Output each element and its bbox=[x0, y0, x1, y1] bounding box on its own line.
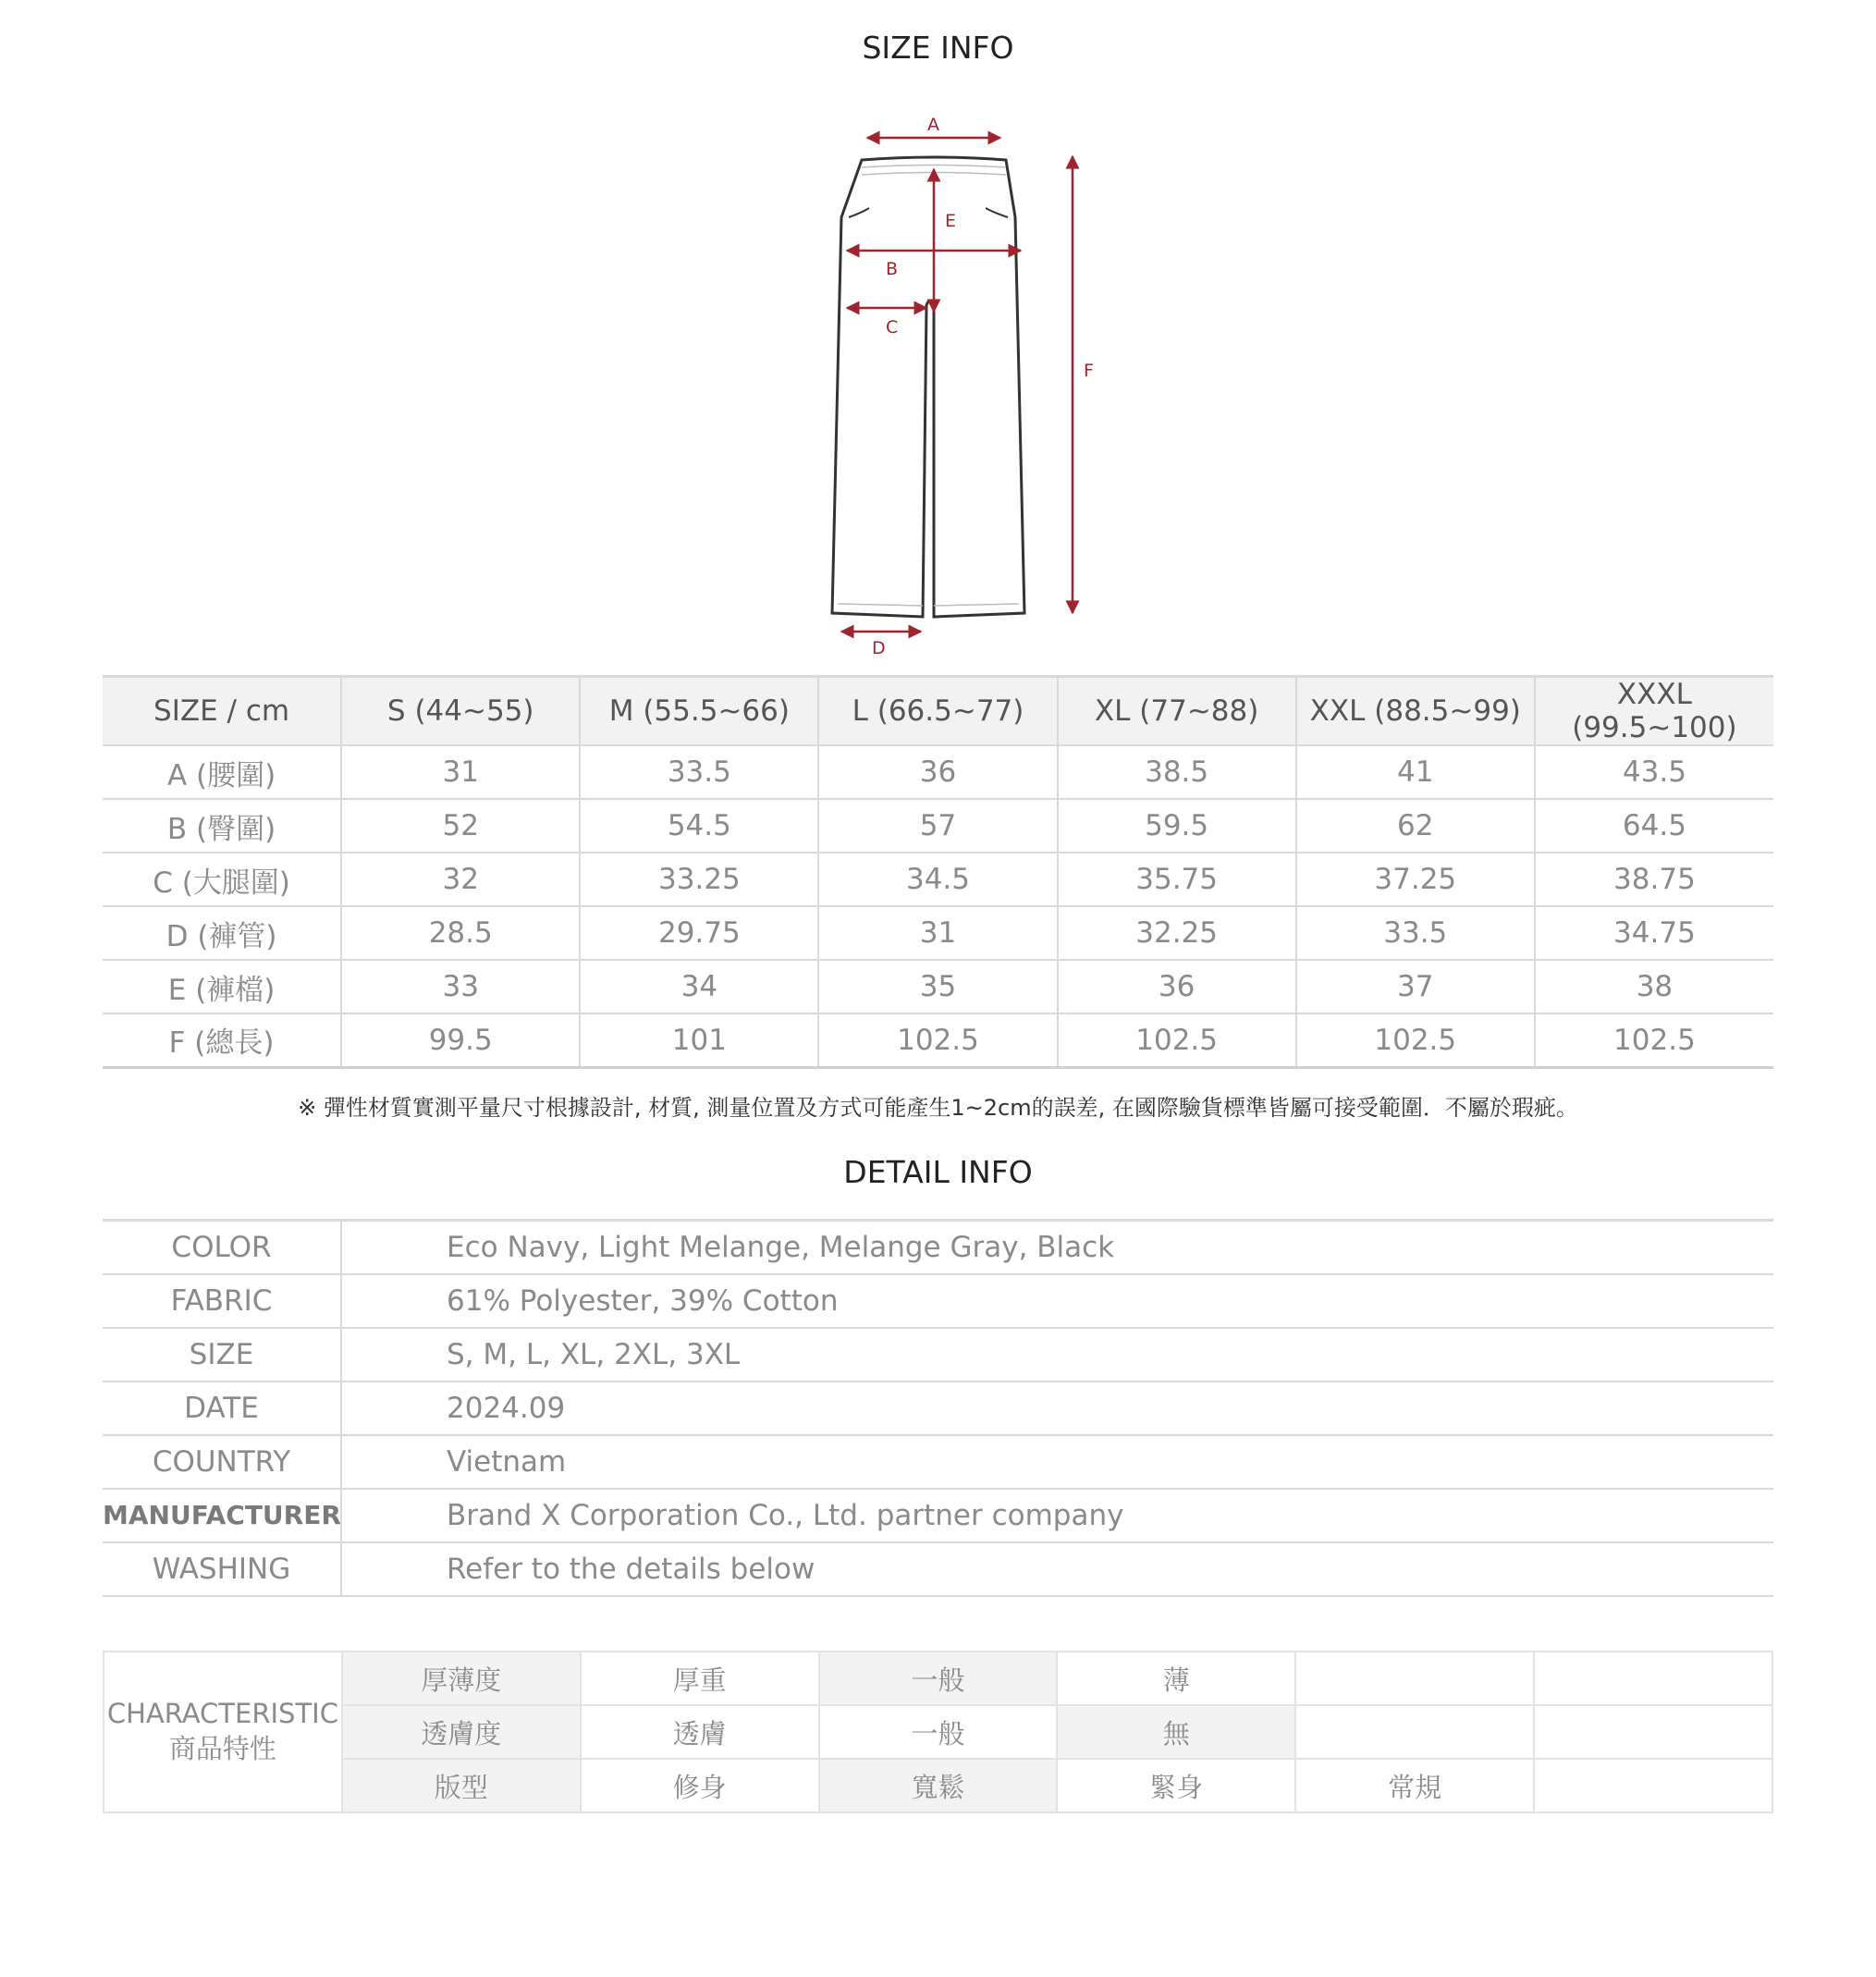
table-cell: 29.75 bbox=[580, 906, 818, 960]
table-cell: 33.25 bbox=[580, 853, 818, 906]
table-cell: 34.5 bbox=[818, 853, 1057, 906]
detail-row bbox=[103, 1328, 1773, 1381]
detail-key: WASHING bbox=[103, 1542, 341, 1596]
detail-value: 2024.09 bbox=[341, 1381, 1773, 1435]
table-cell: 43.5 bbox=[1535, 745, 1773, 799]
detail-row bbox=[103, 1221, 1773, 1274]
detail-row bbox=[103, 1381, 1773, 1435]
table-cell: 41 bbox=[1296, 745, 1535, 799]
characteristic-name: 透膚度 bbox=[342, 1705, 581, 1759]
size-table-header bbox=[103, 677, 1773, 746]
table-cell: 64.5 bbox=[1535, 799, 1773, 853]
table-cell: 99.5 bbox=[341, 1013, 580, 1067]
table-row bbox=[103, 1013, 1773, 1067]
header-cell: M (55.5~66) bbox=[580, 677, 818, 746]
characteristic-option: 一般 bbox=[819, 1705, 1058, 1759]
detail-key: FABRIC bbox=[103, 1274, 341, 1328]
characteristic-label bbox=[104, 1652, 342, 1812]
label-c: C bbox=[886, 317, 899, 338]
table-cell: 102.5 bbox=[818, 1013, 1057, 1067]
detail-value: Vietnam bbox=[341, 1435, 1773, 1489]
table-cell: 102.5 bbox=[1535, 1013, 1773, 1067]
characteristic-option: 緊身 bbox=[1057, 1759, 1295, 1812]
table-cell: 62 bbox=[1296, 799, 1535, 853]
characteristic-label-en: CHARACTERISTIC bbox=[106, 1698, 338, 1730]
detail-row bbox=[103, 1542, 1773, 1596]
characteristic-label-zh: 商品特性 bbox=[168, 1733, 276, 1764]
row-label: D (褲管) bbox=[103, 906, 341, 960]
characteristic-option bbox=[1534, 1705, 1772, 1759]
table-cell: 31 bbox=[818, 906, 1057, 960]
characteristic-option: 常規 bbox=[1295, 1759, 1534, 1812]
table-cell: 38.75 bbox=[1535, 853, 1773, 906]
table-cell: 36 bbox=[818, 745, 1057, 799]
header-cell: XL (77~88) bbox=[1058, 677, 1296, 746]
characteristic-option: 薄 bbox=[1057, 1652, 1295, 1705]
characteristic-option bbox=[1295, 1652, 1534, 1705]
detail-table bbox=[103, 1219, 1773, 1597]
detail-row bbox=[103, 1435, 1773, 1489]
characteristic-name: 厚薄度 bbox=[342, 1652, 581, 1705]
table-cell: 37.25 bbox=[1296, 853, 1535, 906]
label-e: E bbox=[945, 211, 957, 231]
label-f: F bbox=[1084, 361, 1094, 381]
header-cell: XXXL (99.5~100) bbox=[1535, 677, 1773, 746]
characteristic-option bbox=[1534, 1652, 1772, 1705]
table-cell: 102.5 bbox=[1058, 1013, 1296, 1067]
characteristic-row bbox=[104, 1705, 1772, 1759]
table-row bbox=[103, 960, 1773, 1013]
characteristic-row bbox=[104, 1759, 1772, 1812]
table-cell: 52 bbox=[341, 799, 580, 853]
pants-outline-icon bbox=[832, 157, 1024, 617]
size-info-title: SIZE INFO bbox=[862, 30, 1014, 66]
detail-key: SIZE bbox=[103, 1328, 341, 1381]
header-cell: XXL (88.5~99) bbox=[1296, 677, 1535, 746]
table-cell: 38.5 bbox=[1058, 745, 1296, 799]
detail-info-title: DETAIL INFO bbox=[843, 1154, 1033, 1190]
measurement-note: ※ 彈性材質實測平量尺寸根據設計, 材質, 測量位置及方式可能產生1~2cm的誤差, 在國際驗貨標準皆屬可接受範圍．不屬於瑕疵。 bbox=[298, 1095, 1578, 1121]
label-a: A bbox=[927, 115, 939, 135]
characteristic-option bbox=[1295, 1705, 1534, 1759]
detail-value: S, M, L, XL, 2XL, 3XL bbox=[341, 1328, 1773, 1381]
table-row bbox=[103, 853, 1773, 906]
table-cell: 32 bbox=[341, 853, 580, 906]
table-cell: 34.75 bbox=[1535, 906, 1773, 960]
table-cell: 31 bbox=[341, 745, 580, 799]
table-cell: 35 bbox=[818, 960, 1057, 1013]
label-d: D bbox=[872, 638, 886, 658]
row-label: F (總長) bbox=[103, 1013, 341, 1067]
header-cell: S (44~55) bbox=[341, 677, 580, 746]
characteristic-option: 修身 bbox=[581, 1759, 819, 1812]
detail-value: Refer to the details below bbox=[341, 1542, 1773, 1596]
size-table bbox=[103, 675, 1773, 1069]
table-row bbox=[103, 906, 1773, 960]
table-cell: 37 bbox=[1296, 960, 1535, 1013]
table-cell: 54.5 bbox=[580, 799, 818, 853]
detail-value: Eco Navy, Light Melange, Melange Gray, Black bbox=[341, 1221, 1773, 1274]
row-label: E (褲檔) bbox=[103, 960, 341, 1013]
characteristic-option: 寬鬆 bbox=[819, 1759, 1058, 1812]
table-cell: 34 bbox=[580, 960, 818, 1013]
detail-key: COLOR bbox=[103, 1221, 341, 1274]
table-row bbox=[103, 799, 1773, 853]
table-cell: 101 bbox=[580, 1013, 818, 1067]
detail-row bbox=[103, 1489, 1773, 1542]
detail-value: Brand X Corporation Co., Ltd. partner company bbox=[341, 1489, 1773, 1542]
table-cell: 33.5 bbox=[1296, 906, 1535, 960]
table-cell: 28.5 bbox=[341, 906, 580, 960]
detail-row bbox=[103, 1274, 1773, 1328]
characteristic-name: 版型 bbox=[342, 1759, 581, 1812]
row-label: B (臀圍) bbox=[103, 799, 341, 853]
row-label: A (腰圍) bbox=[103, 745, 341, 799]
detail-key: COUNTRY bbox=[103, 1435, 341, 1489]
header-cell: SIZE / cm bbox=[103, 677, 341, 746]
table-cell: 57 bbox=[818, 799, 1057, 853]
table-cell: 102.5 bbox=[1296, 1013, 1535, 1067]
characteristic-table bbox=[103, 1651, 1773, 1813]
header-cell: L (66.5~77) bbox=[818, 677, 1057, 746]
table-cell: 33 bbox=[341, 960, 580, 1013]
table-cell: 32.25 bbox=[1058, 906, 1296, 960]
detail-key: DATE bbox=[103, 1381, 341, 1435]
label-b: B bbox=[886, 259, 899, 279]
table-cell: 33.5 bbox=[580, 745, 818, 799]
table-cell: 35.75 bbox=[1058, 853, 1296, 906]
pants-measurement-diagram bbox=[804, 106, 1100, 661]
characteristic-option: 無 bbox=[1057, 1705, 1295, 1759]
table-row bbox=[103, 745, 1773, 799]
table-cell: 38 bbox=[1535, 960, 1773, 1013]
characteristic-option: 一般 bbox=[819, 1652, 1058, 1705]
detail-value: 61% Polyester, 39% Cotton bbox=[341, 1274, 1773, 1328]
row-label: C (大腿圍) bbox=[103, 853, 341, 906]
characteristic-option: 厚重 bbox=[581, 1652, 819, 1705]
table-cell: 36 bbox=[1058, 960, 1296, 1013]
characteristic-option: 透膚 bbox=[581, 1705, 819, 1759]
characteristic-option bbox=[1534, 1759, 1772, 1812]
characteristic-row bbox=[104, 1652, 1772, 1705]
detail-key: MANUFACTURER bbox=[103, 1489, 341, 1542]
table-cell: 59.5 bbox=[1058, 799, 1296, 853]
